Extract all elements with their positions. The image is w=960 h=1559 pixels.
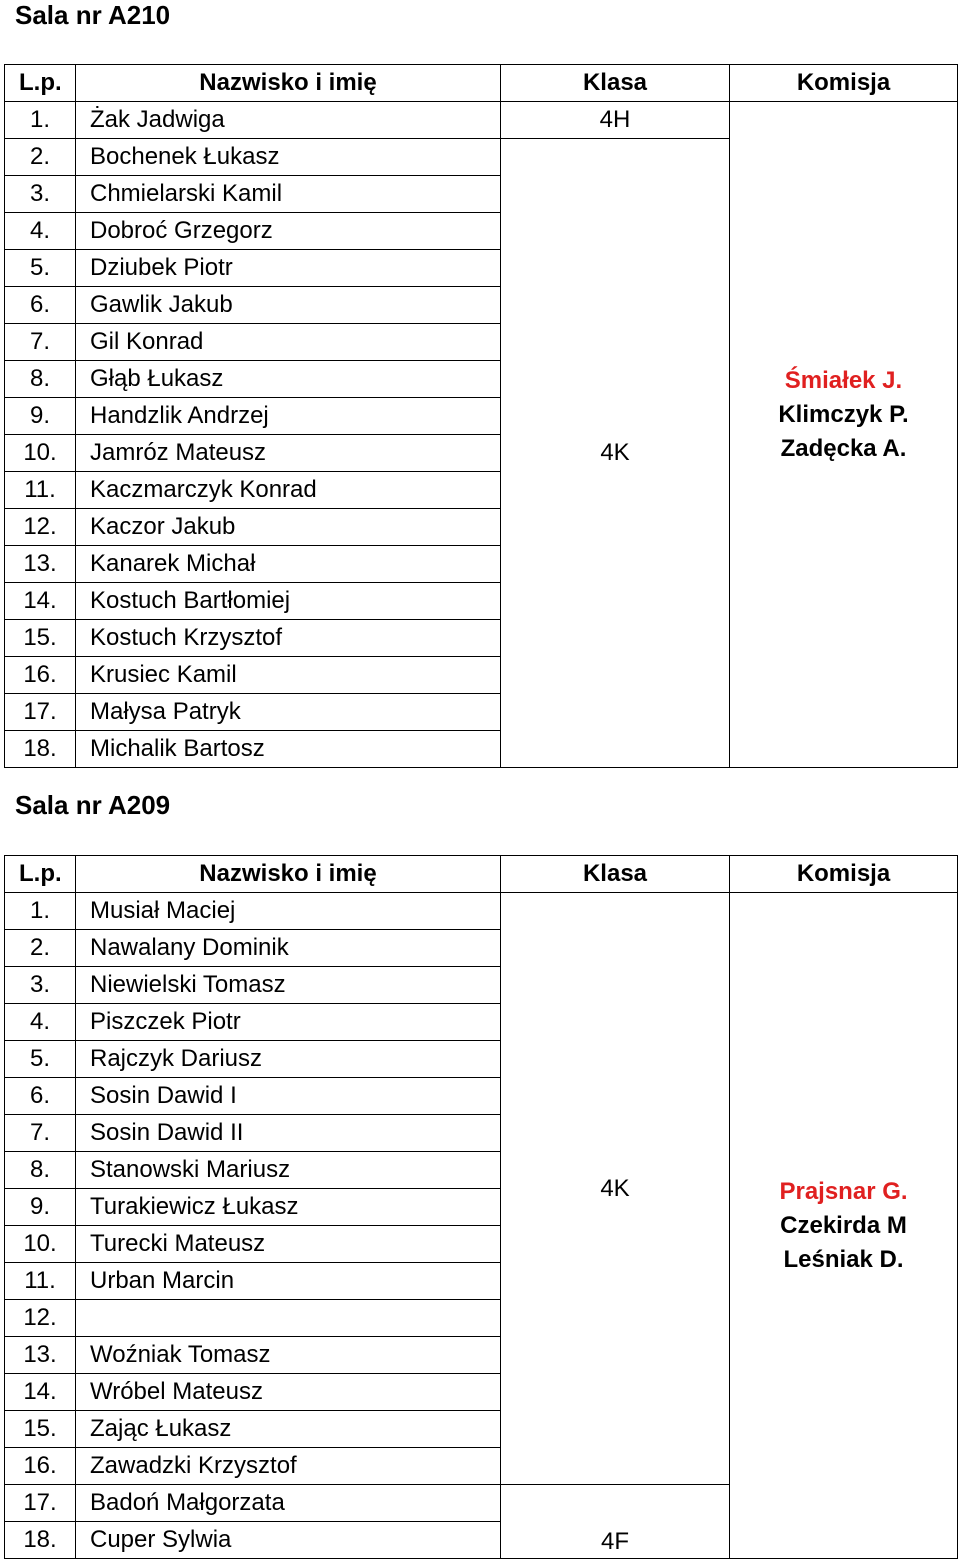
row-number: 8.	[5, 1152, 76, 1189]
row-number: 18.	[5, 1522, 76, 1559]
header-lp: L.p.	[5, 856, 76, 893]
class-cell: 4H	[501, 102, 730, 139]
student-name: Kostuch Krzysztof	[76, 620, 501, 657]
student-name: Małysa Patryk	[76, 694, 501, 731]
student-name: Kanarek Michał	[76, 546, 501, 583]
row-number: 13.	[5, 1337, 76, 1374]
student-name: Urban Marcin	[76, 1263, 501, 1300]
student-name: Chmielarski Kamil	[76, 176, 501, 213]
row-number: 10.	[5, 435, 76, 472]
row-number: 12.	[5, 1300, 76, 1337]
table-row	[5, 102, 958, 139]
student-name: Jamróz Mateusz	[76, 435, 501, 472]
student-name: Turakiewicz Łukasz	[76, 1189, 501, 1226]
student-name: Piszczek Piotr	[76, 1004, 501, 1041]
committee-member: Zadęcka A.	[780, 434, 907, 462]
student-name: Żak Jadwiga	[76, 102, 501, 139]
row-number: 3.	[5, 176, 76, 213]
student-name: Cuper Sylwia	[76, 1522, 501, 1559]
row-number: 15.	[5, 1411, 76, 1448]
committee-member: Leśniak D.	[783, 1245, 904, 1273]
row-number: 17.	[5, 1485, 76, 1522]
class-cell: 4K	[501, 893, 730, 1485]
header-klasa: Klasa	[501, 856, 730, 893]
row-number: 2.	[5, 930, 76, 967]
student-name: Rajczyk Dariusz	[76, 1041, 501, 1078]
row-number: 16.	[5, 657, 76, 694]
row-number: 3.	[5, 967, 76, 1004]
row-number: 1.	[5, 102, 76, 139]
row-number: 8.	[5, 361, 76, 398]
student-name: Głąb Łukasz	[76, 361, 501, 398]
committee-member: Klimczyk P.	[778, 400, 909, 428]
student-name: Musiał Maciej	[76, 893, 501, 930]
student-name: Woźniak Tomasz	[76, 1337, 501, 1374]
section-title: Sala nr A209	[15, 790, 171, 820]
student-name: Krusiec Kamil	[76, 657, 501, 694]
row-number: 14.	[5, 1374, 76, 1411]
header-name: Nazwisko i imię	[76, 856, 501, 893]
student-name: Wróbel Mateusz	[76, 1374, 501, 1411]
row-number: 7.	[5, 1115, 76, 1152]
row-number: 11.	[5, 1263, 76, 1300]
header-lp: L.p.	[5, 65, 76, 102]
row-number: 13.	[5, 546, 76, 583]
student-name: Zając Łukasz	[76, 1411, 501, 1448]
table-header-row	[5, 856, 958, 893]
row-number: 9.	[5, 1189, 76, 1226]
committee-member: Prajsnar G.	[779, 1177, 908, 1205]
committee-member: Śmiałek J.	[784, 366, 903, 394]
row-number: 1.	[5, 893, 76, 930]
table-header-row	[5, 65, 958, 102]
student-name: Niewielski Tomasz	[76, 967, 501, 1004]
row-number: 9.	[5, 398, 76, 435]
student-name: Dobroć Grzegorz	[76, 213, 501, 250]
row-number: 7.	[5, 324, 76, 361]
student-name: Dziubek Piotr	[76, 250, 501, 287]
row-number: 6.	[5, 287, 76, 324]
student-name	[76, 1300, 501, 1337]
row-number: 5.	[5, 1041, 76, 1078]
student-name: Zawadzki Krzysztof	[76, 1448, 501, 1485]
student-name: Gawlik Jakub	[76, 287, 501, 324]
row-number: 10.	[5, 1226, 76, 1263]
row-number: 5.	[5, 250, 76, 287]
student-name: Sosin Dawid II	[76, 1115, 501, 1152]
student-name: Badoń Małgorzata	[76, 1485, 501, 1522]
roster-table	[4, 64, 958, 768]
section-title: Sala nr A210	[15, 0, 171, 30]
student-name: Bochenek Łukasz	[76, 139, 501, 176]
student-name: Handzlik Andrzej	[76, 398, 501, 435]
student-name: Stanowski Mariusz	[76, 1152, 501, 1189]
student-name: Kaczor Jakub	[76, 509, 501, 546]
student-name: Kaczmarczyk Konrad	[76, 472, 501, 509]
student-name: Turecki Mateusz	[76, 1226, 501, 1263]
row-number: 16.	[5, 1448, 76, 1485]
class-cell: 4K	[501, 139, 730, 768]
header-klasa: Klasa	[501, 65, 730, 102]
header-komisja: Komisja	[730, 856, 958, 893]
row-number: 2.	[5, 139, 76, 176]
committee-member: Czekirda M	[780, 1211, 907, 1239]
row-number: 6.	[5, 1078, 76, 1115]
roster-table	[4, 855, 958, 1559]
header-name: Nazwisko i imię	[76, 65, 501, 102]
student-name: Gil Konrad	[76, 324, 501, 361]
student-name: Nawalany Dominik	[76, 930, 501, 967]
row-number: 17.	[5, 694, 76, 731]
committee-cell	[730, 893, 958, 1559]
row-number: 4.	[5, 213, 76, 250]
student-name: Michalik Bartosz	[76, 731, 501, 768]
row-number: 4.	[5, 1004, 76, 1041]
row-number: 18.	[5, 731, 76, 768]
student-name: Kostuch Bartłomiej	[76, 583, 501, 620]
row-number: 12.	[5, 509, 76, 546]
row-number: 15.	[5, 620, 76, 657]
student-name: Sosin Dawid I	[76, 1078, 501, 1115]
class-cell: 4F	[501, 1485, 730, 1559]
row-number: 14.	[5, 583, 76, 620]
header-komisja: Komisja	[730, 65, 958, 102]
committee-cell	[730, 102, 958, 768]
table-row	[5, 893, 958, 930]
row-number: 11.	[5, 472, 76, 509]
